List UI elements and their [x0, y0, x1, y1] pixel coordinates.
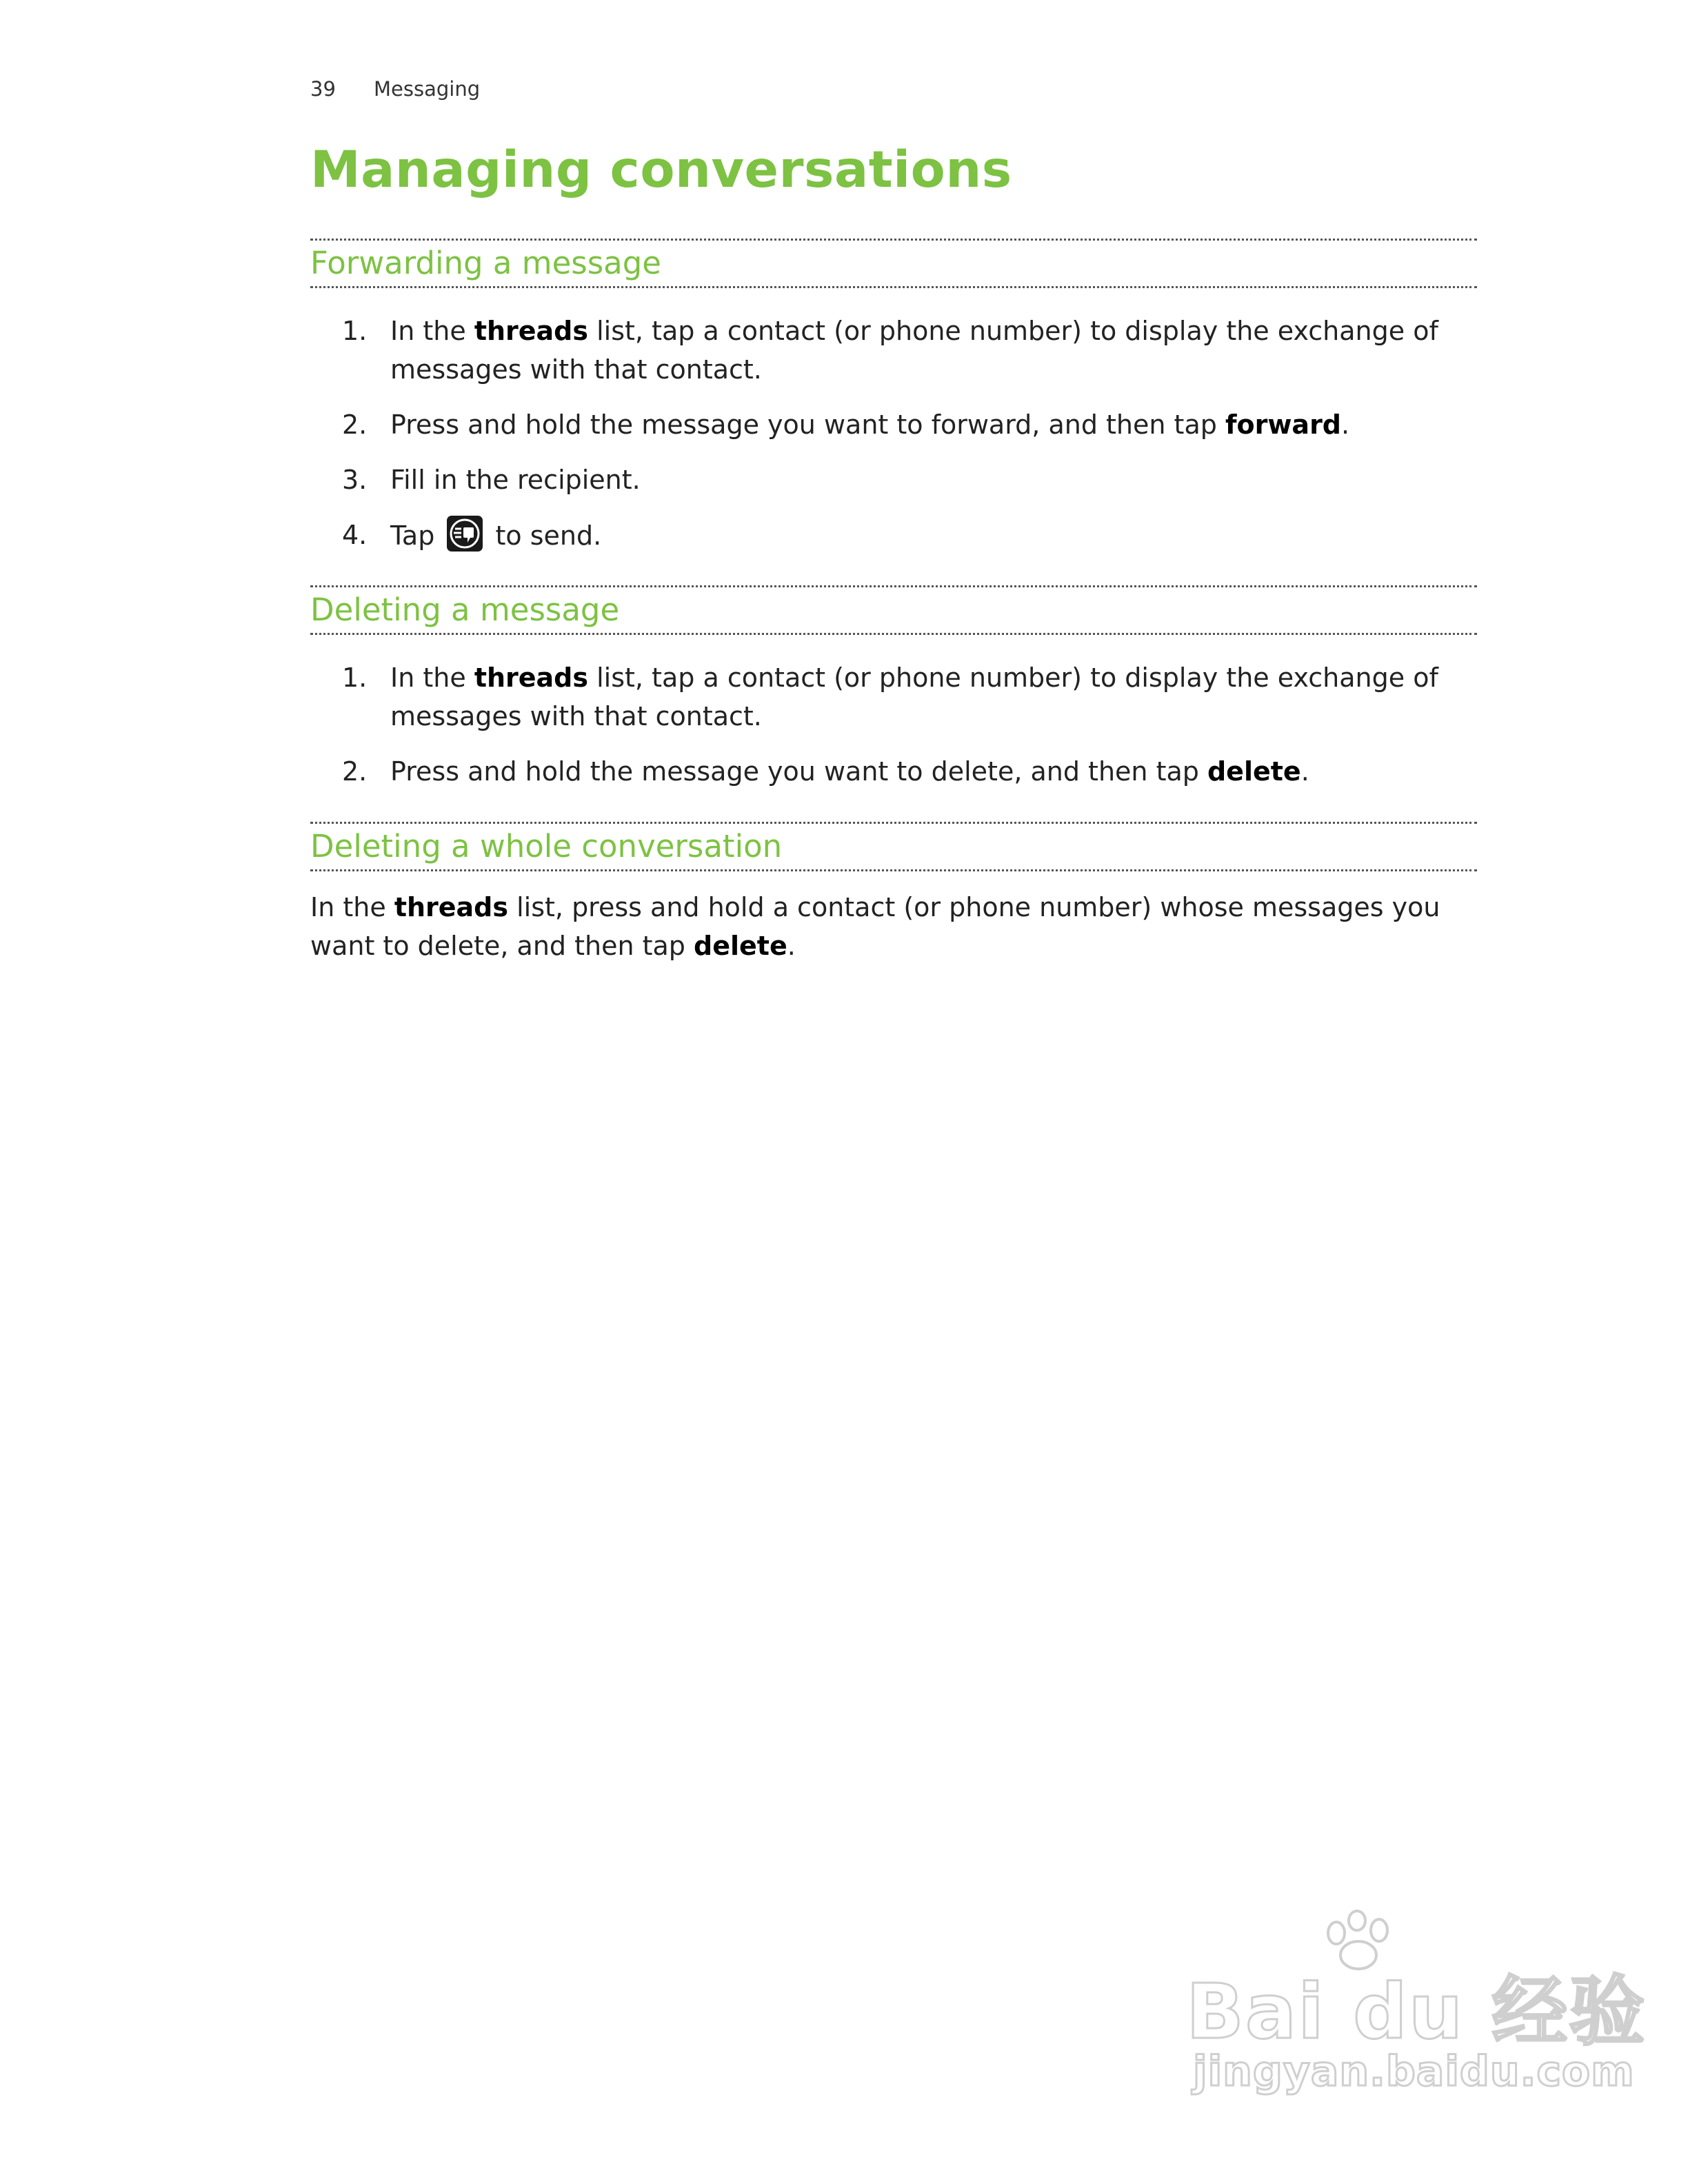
ui-term: forward — [1225, 410, 1342, 440]
step-text: . — [1300, 756, 1309, 787]
step-text: to send. — [487, 520, 602, 551]
step-number: 4. — [342, 520, 368, 550]
step-item — [310, 752, 1477, 791]
step-item — [310, 516, 1477, 555]
body-text: In the — [310, 892, 394, 922]
chapter-name: Messaging — [374, 77, 481, 101]
body-paragraph — [310, 888, 1477, 965]
step-text: list, tap a contact (or phone number) to display the exchange of messages with that contact. — [390, 663, 1438, 731]
body-text: list, press and hold a contact (or phone number) whose messages you want to delete, and then tap — [310, 892, 1440, 961]
section-heading: Deleting a whole conversation — [310, 822, 1477, 871]
step-text: In the — [390, 316, 474, 346]
step-number: 2. — [342, 756, 368, 787]
ui-term: delete — [1207, 756, 1301, 787]
watermark-brand: Bai du 经验 — [1186, 1968, 1647, 2056]
step-number: 1. — [342, 663, 368, 693]
ui-term: threads — [474, 663, 589, 693]
ui-term: threads — [474, 316, 589, 346]
section-heading: Deleting a message — [310, 585, 1477, 635]
step-text: Tap — [390, 520, 443, 551]
section-heading: Forwarding a message — [310, 239, 1477, 288]
baidu-watermark — [1186, 1910, 1647, 2116]
watermark-url: jingyan.baidu.com — [1193, 2048, 1635, 2096]
section-deleting-message — [310, 585, 1477, 791]
step-text: . — [1341, 410, 1350, 440]
page-title: Managing conversations — [310, 141, 1012, 199]
step-text: Fill in the recipient. — [390, 465, 641, 495]
step-text: list, tap a contact (or phone number) to display the exchange of messages with that contact. — [390, 316, 1438, 385]
step-text: Press and hold the message you want to delete, and then tap — [390, 756, 1207, 787]
step-text: Press and hold the message you want to forward, and then tap — [390, 410, 1225, 440]
body-text: . — [787, 931, 796, 961]
ui-term: delete — [694, 931, 787, 961]
step-list — [310, 312, 1477, 555]
running-header — [310, 77, 480, 101]
step-number: 1. — [342, 316, 368, 346]
step-number: 3. — [342, 465, 368, 495]
step-list — [310, 658, 1477, 791]
section-deleting-conversation — [310, 822, 1477, 965]
step-text: In the — [390, 663, 474, 693]
step-item — [310, 312, 1477, 389]
section-forwarding — [310, 239, 1477, 555]
ui-term: threads — [394, 892, 509, 922]
step-item — [310, 658, 1477, 736]
step-item — [310, 405, 1477, 444]
step-item — [310, 461, 1477, 499]
page-number: 39 — [310, 77, 336, 101]
send-message-icon — [447, 516, 483, 552]
step-number: 2. — [342, 410, 368, 440]
